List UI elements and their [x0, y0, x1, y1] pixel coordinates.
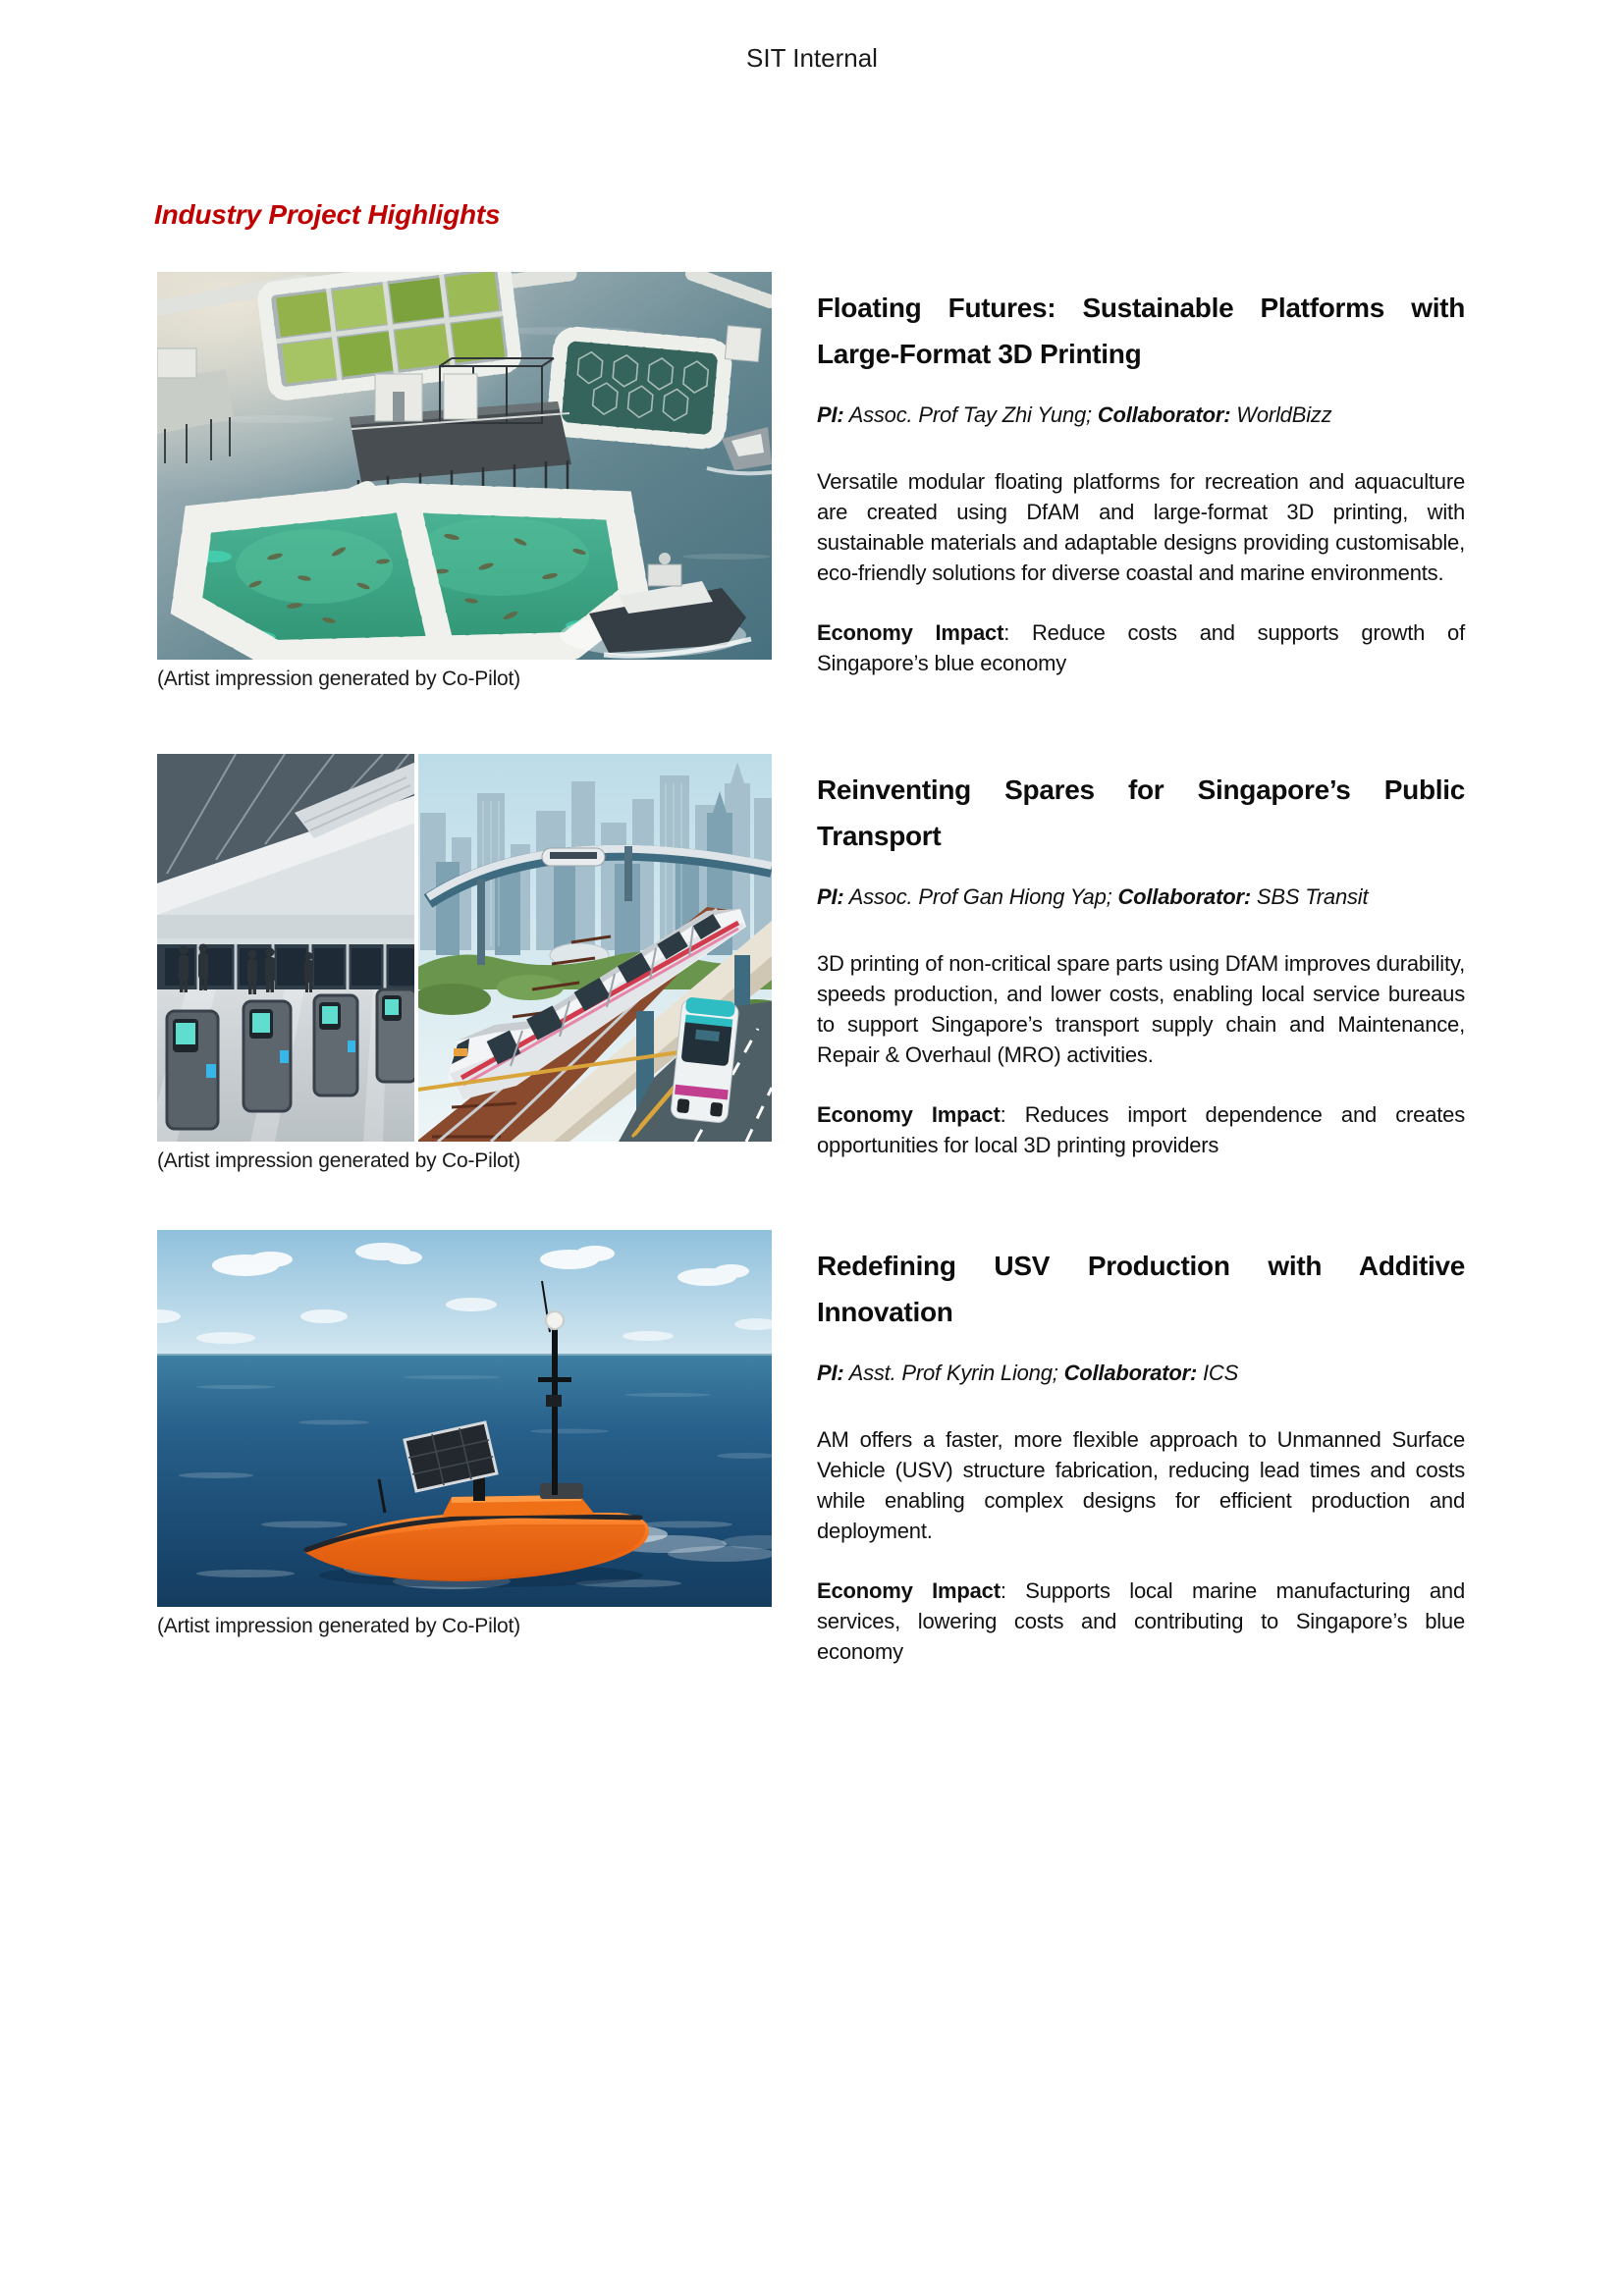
project-section-floating-futures: [157, 272, 1465, 692]
collaborator-label: Collaborator:: [1117, 884, 1251, 909]
project-title: Redefining USV Production with Additive Innovation: [817, 1251, 1465, 1327]
economy-impact-label: Economy Impact: [817, 1578, 1001, 1603]
gps-dome: [546, 1311, 564, 1329]
collaborator-name: WorldBizz: [1230, 402, 1332, 427]
pi-name: Assoc. Prof Tay Zhi Yung;: [843, 402, 1098, 427]
economy-impact-text: : Reduces import dependence and creates opportunities for local 3D printing providers: [817, 1102, 1466, 1157]
page-title: Industry Project Highlights: [154, 199, 501, 230]
economy-impact: [817, 1099, 1465, 1160]
orange-usv-at-sea-image: [157, 1230, 772, 1607]
project-text-column: [817, 754, 1465, 1174]
collaborator-label: Collaborator:: [1097, 402, 1231, 427]
image-caption: (Artist impression generated by Co-Pilot): [157, 667, 520, 690]
station-interior: [157, 754, 416, 1142]
pi-label: PI:: [817, 402, 844, 427]
project-image-column: [157, 754, 772, 1174]
project-credits: [817, 1359, 1465, 1388]
pi-name: Assoc. Prof Gan Hiong Yap;: [843, 884, 1118, 909]
economy-impact-label: Economy Impact: [817, 620, 1004, 645]
image-caption: (Artist impression generated by Co-Pilot): [157, 1615, 520, 1637]
city-bus: [671, 996, 740, 1123]
economy-impact-text: : Supports local marine manufacturing and services, lowering costs and contributing to Singapore’s blue economy: [817, 1578, 1466, 1664]
image-caption: (Artist impression generated by Co-Pilot): [157, 1149, 520, 1172]
pi-label: PI:: [817, 1361, 844, 1385]
project-section-reinventing-spares: [157, 754, 1465, 1174]
pi-label: PI:: [817, 884, 844, 909]
project-description: 3D printing of non-critical spare parts using DfAM improves durability, speeds production, and lower costs, enabling local service bureaus to support Singapore’s transport supply chain and Maintenance, Repair & Overhaul (MRO) activities.: [817, 951, 1465, 1067]
floating-aquaculture-platforms-image: [157, 272, 772, 660]
project-credits: [817, 400, 1465, 430]
economy-impact-label: Economy Impact: [817, 1102, 1001, 1127]
project-description: AM offers a faster, more flexible approach to Unmanned Surface Vehicle (USV) structure fabrication, reducing lead times and costs while enabling complex designs for efficient production and deployment.: [817, 1427, 1465, 1543]
project-image-column: [157, 1230, 772, 1667]
economy-impact: [817, 617, 1465, 678]
project-image-column: [157, 272, 772, 692]
project-credits: [817, 882, 1465, 912]
project-title: Floating Futures: Sustainable Platforms with Large-Format 3D Printing: [817, 293, 1465, 369]
collaborator-name: SBS Transit: [1250, 884, 1369, 909]
collaborator-name: ICS: [1197, 1361, 1239, 1385]
pi-name: Asst. Prof Kyrin Liong;: [843, 1361, 1064, 1385]
project-title: Reinventing Spares for Singapore’s Public Transport: [817, 774, 1465, 851]
collaborator-label: Collaborator:: [1063, 1361, 1198, 1385]
document-classification-header: SIT Internal: [746, 43, 878, 73]
economy-impact-text: : Reduce costs and supports growth of Singapore’s blue economy: [817, 620, 1465, 675]
project-description: Versatile modular floating platforms for recreation and aquaculture are created using DfAM and large-format 3D printing, with sustainable materials and adaptable designs providing customisable, eco-friendly solutions for diverse coastal and marine environments.: [817, 469, 1465, 585]
project-text-column: [817, 1230, 1465, 1667]
project-section-usv-production: [157, 1230, 1465, 1667]
public-transport-city-image: [157, 754, 772, 1142]
project-text-column: [817, 272, 1465, 692]
economy-impact: [817, 1575, 1465, 1667]
